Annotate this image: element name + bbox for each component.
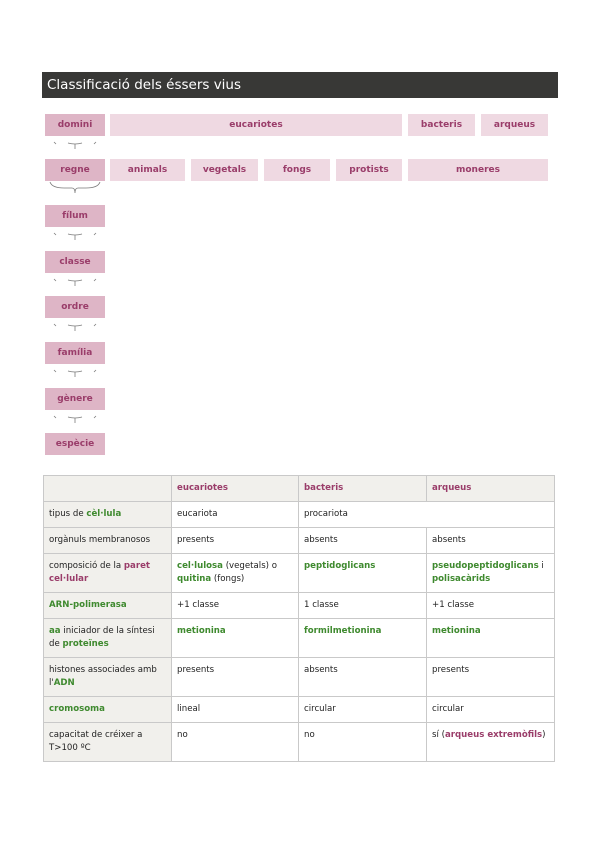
kingdom-vegetals: vegetals: [191, 159, 258, 181]
rank-familia: família: [45, 342, 105, 364]
table-row: [44, 593, 555, 619]
table-row: [44, 697, 555, 723]
table-cell: eucariota: [172, 502, 299, 528]
row-label: ARN-polimerasa: [44, 593, 172, 619]
table-row: [44, 502, 555, 528]
table-row: [44, 528, 555, 554]
rank-classe: classe: [45, 251, 105, 273]
domain-bacteris: bacteris: [408, 114, 475, 136]
chevron-connector-icon: [48, 138, 102, 152]
table-cell: presents: [172, 658, 299, 697]
table-cell: circular: [299, 697, 427, 723]
table-row: [44, 619, 555, 658]
table-cell: circular: [427, 697, 555, 723]
rank-especie: espècie: [45, 433, 105, 455]
rank-filum: fílum: [45, 205, 105, 227]
table-row: [44, 723, 555, 762]
domain-arqueus: arqueus: [481, 114, 548, 136]
table-cell: procariota: [299, 502, 555, 528]
table-cell: formilmetionina: [299, 619, 427, 658]
table-cell: absents: [427, 528, 555, 554]
table-cell: +1 classe: [172, 593, 299, 619]
table-cell: +1 classe: [427, 593, 555, 619]
row-label: aa iniciador de la síntesi de proteïnes: [44, 619, 172, 658]
row-label: histones associades amb l'ADN: [44, 658, 172, 697]
rank-ordre: ordre: [45, 296, 105, 318]
kingdom-protists: protists: [336, 159, 402, 181]
kingdom-animals: animals: [110, 159, 185, 181]
table-cell: 1 classe: [299, 593, 427, 619]
chevron-connector-icon: [48, 275, 102, 289]
rank-domini: domini: [45, 114, 105, 136]
kingdom-moneres: moneres: [408, 159, 548, 181]
row-label: orgànuls membranosos: [44, 528, 172, 554]
table-cell: absents: [299, 528, 427, 554]
brace-connector-icon: [48, 180, 102, 196]
chevron-connector-icon: [48, 229, 102, 243]
row-label: composició de la paret cel·lular: [44, 554, 172, 593]
chevron-connector-icon: [48, 366, 102, 380]
table-cell: cel·lulosa (vegetals) o quitina (fongs): [172, 554, 299, 593]
table-cell: metionina: [427, 619, 555, 658]
comparison-table: [43, 475, 555, 762]
table-cell: pseudopeptidoglicans i polisacàrids: [427, 554, 555, 593]
page-title: Classificació dels éssers vius: [42, 72, 558, 98]
kingdom-fongs: fongs: [264, 159, 330, 181]
chevron-connector-icon: [48, 320, 102, 334]
table-cell: lineal: [172, 697, 299, 723]
table-cell: peptidoglicans: [299, 554, 427, 593]
header-arqueus: arqueus: [427, 476, 555, 502]
table-cell: presents: [172, 528, 299, 554]
row-label: capacitat de créixer a T>100 ºC: [44, 723, 172, 762]
header-empty-cell: [44, 476, 172, 502]
table-row: [44, 658, 555, 697]
chevron-connector-icon: [48, 412, 102, 426]
domain-eucariotes: eucariotes: [110, 114, 402, 136]
table-cell: absents: [299, 658, 427, 697]
table-cell: no: [299, 723, 427, 762]
rank-genere: gènere: [45, 388, 105, 410]
header-eucariotes: eucariotes: [172, 476, 299, 502]
table-header-row: [44, 476, 555, 502]
rank-regne: regne: [45, 159, 105, 181]
table-cell: metionina: [172, 619, 299, 658]
table-cell: sí (arqueus extremòfils): [427, 723, 555, 762]
row-label: cromosoma: [44, 697, 172, 723]
table-cell: presents: [427, 658, 555, 697]
row-label: tipus de cèl·lula: [44, 502, 172, 528]
table-cell: no: [172, 723, 299, 762]
table-row: [44, 554, 555, 593]
header-bacteris: bacteris: [299, 476, 427, 502]
